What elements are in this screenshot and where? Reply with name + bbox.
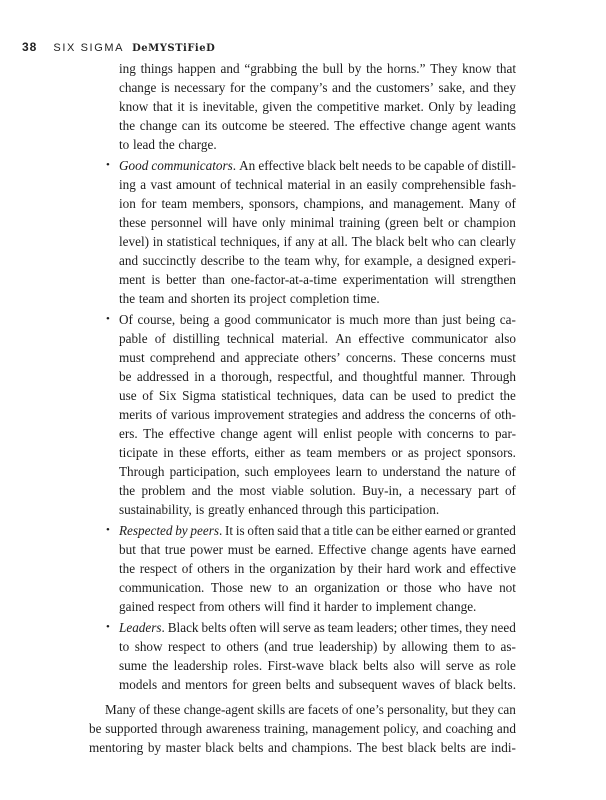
text-line: Many of these change-agent skills are facets of one’s personality, but they can [105, 702, 516, 717]
text-line: ment is better than one-factor-at-a-time experimentation will strengthen [119, 272, 516, 287]
series-title: SIX SIGMA [53, 42, 125, 54]
text-line: be supported through awareness training, management policy, and coaching and [89, 721, 516, 736]
series-brand: DeMYSTiFieD [132, 43, 216, 54]
text-line: these personnel will have only minimal training (green belt or champion [119, 215, 516, 230]
text-line: ticipate in these efforts, either as team members or as project sponsors. [119, 445, 516, 460]
list-bullet: • [106, 524, 110, 536]
text-line: to lead the charge. [119, 137, 217, 152]
text-line: Leaders. Black belts often will serve as team leaders; other times, they need [119, 620, 516, 635]
text-line: ion for team members, sponsors, champions, and management. Many of [119, 196, 516, 211]
text-line: ing things happen and “grabbing the bull by the horns.” They know that [119, 61, 516, 76]
text-line: the respect of others in the organization by their hard work and effective [119, 561, 516, 576]
text-line: the change can its outcome be steered. The effective change agent wants [119, 118, 516, 133]
text-line: change is necessary for the company’s and the customers’ sake, and they [119, 80, 516, 95]
text-line: gained respect from others will find it harder to implement change. [119, 599, 477, 614]
text-line: Respected by peers. It is often said that a title can be either earned or granted [119, 523, 516, 538]
text-line: the team and shorten its project completion time. [119, 291, 380, 306]
page-number: 38 [22, 40, 38, 54]
list-bullet: • [106, 159, 110, 171]
text-line: the problem and the most viable solution. Buy-in, a necessary part of [119, 483, 516, 498]
text-line: level) in statistical techniques, if any at all. The black belt who can clearly [119, 234, 516, 249]
text-line: sustainability, is greatly enhanced through this participation. [119, 502, 440, 517]
text-line: must comprehend and appreciate others’ concerns. These concerns must [119, 350, 516, 365]
text-line: but that true power must be earned. Effective change agents have earned [119, 542, 516, 557]
text-line: to show respect to others (and true leadership) by allowing them to as- [119, 639, 516, 654]
text-line: mentoring by master black belts and champions. The best black belts are indi- [89, 740, 516, 755]
text-line: know that it is inevitable, given the competitive market. Only by leading [119, 99, 516, 114]
text-line: use of Six Sigma statistical techniques, data can be used to predict the [119, 388, 516, 403]
text-line: pable of distilling technical material. An effective communicator also [119, 331, 516, 346]
text-line: ers. The effective change agent will enlist people with concerns to par- [119, 426, 516, 441]
text-line: Through participation, such employees learn to understand the nature of [119, 464, 516, 479]
text-line: ing a vast amount of technical material in an easily comprehensible fash- [119, 177, 516, 192]
text-line: Good communicators. An effective black belt needs to be capable of distill- [119, 158, 516, 173]
text-line: merits of various improvement strategies and address the concerns of oth- [119, 407, 516, 422]
text-line: models and mentors for green belts and subsequent waves of black belts. [119, 677, 516, 692]
text-line: be addressed in a thorough, respectful, and thoughtful manner. Through [119, 369, 516, 384]
text-line: sume the leadership roles. First-wave black belts also will serve as role [119, 658, 516, 673]
text-line: Of course, being a good communicator is much more than just being ca- [119, 312, 516, 327]
text-line: and succinctly describe to the team why, for example, a designed experi- [119, 253, 516, 268]
list-bullet: • [106, 621, 110, 633]
text-line: communication. Those new to an organization or those who have not [119, 580, 516, 595]
list-bullet: • [106, 313, 110, 325]
